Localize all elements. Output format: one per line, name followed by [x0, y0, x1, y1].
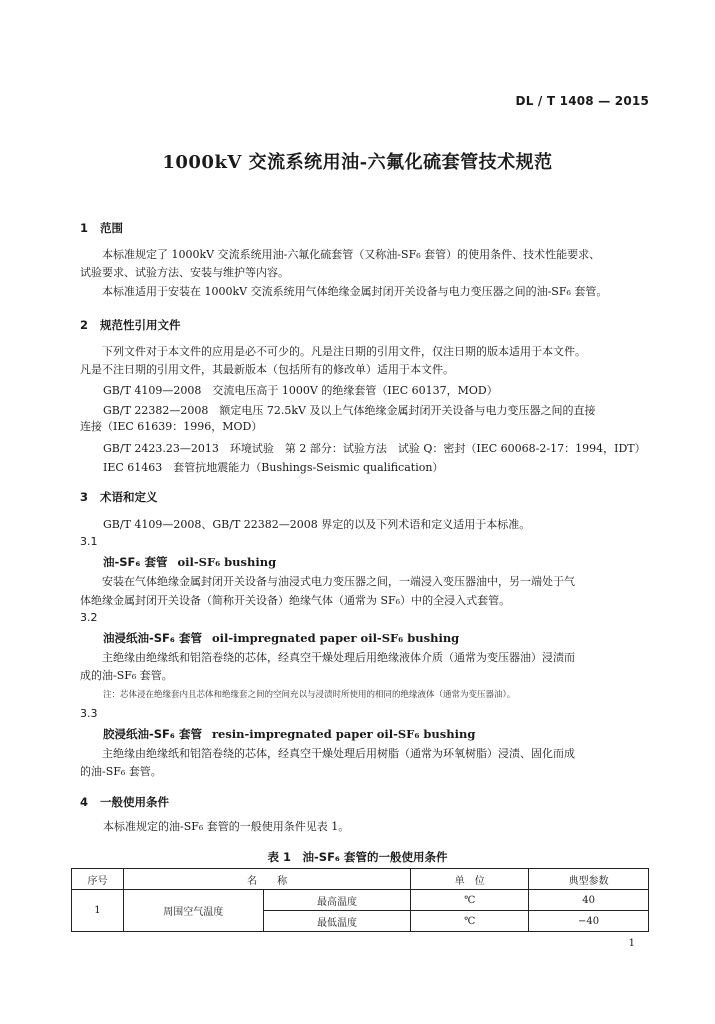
- term-en: oil-impregnated paper oil-SF₆ bushing: [211, 631, 460, 645]
- references-intro-cont: [80, 361, 650, 379]
- section-number: 2: [80, 318, 89, 332]
- references-intro: [80, 343, 650, 361]
- term-zh: 胶浸纸油-SF₆ 套管: [103, 727, 202, 741]
- row-value: −40: [529, 911, 649, 932]
- term-number: 3.2: [80, 611, 98, 624]
- scope-paragraph-1-cont: [80, 264, 650, 282]
- section-heading-normative-references: [80, 317, 181, 333]
- row-value: 40: [529, 890, 649, 911]
- term-definition: 主绝缘由绝缘纸和铝箔卷绕的芯体，经真空干燥处理后用绝缘液体介质（通常为变压器油）浸渍而: [102, 651, 575, 664]
- section-title: 范围: [100, 221, 123, 235]
- term-definition: 安装在气体绝缘金属封闭开关设备与油浸式电力变压器之间，一端浸入变压器油中，另一端处于气: [102, 575, 575, 588]
- reference-item: GB/T 4109—2008 交流电压高于 1000V 的绝缘套管（IEC 60137，MOD）: [103, 384, 498, 397]
- row-subname: 最高温度: [263, 890, 411, 911]
- header-name: 名 称: [123, 869, 410, 890]
- header-value: 典型参数: [529, 869, 649, 890]
- row-unit: ℃: [411, 911, 529, 932]
- reference-item: GB/T 2423.23—2013 环境试验 第 2 部分：试验方法 试验 Q：密封（IEC 60068-2-17：1994，IDT）: [103, 442, 646, 455]
- term-zh: 油-SF₆ 套管: [103, 555, 168, 569]
- section-heading-terms: [80, 489, 158, 505]
- scope-paragraph-2: [80, 283, 650, 301]
- section-title: 术语和定义: [100, 490, 158, 504]
- general-conditions-table: [71, 868, 649, 932]
- term-definition-cont: 的油-SF₆ 套管。: [80, 765, 162, 778]
- table-caption: 表 1 油-SF₆ 套管的一般使用条件: [267, 850, 448, 864]
- row-unit: ℃: [411, 890, 529, 911]
- scope-text-1b: 试验要求、试验方法、安装与维护等内容。: [80, 266, 289, 279]
- page-number: 1: [628, 938, 635, 949]
- term-definition-cont: 体绝缘金属封闭开关设备（简称开关设备）绝缘气体（通常为 SF₆）中的全浸入式套管。: [80, 594, 511, 607]
- row-subname: 最低温度: [263, 911, 411, 932]
- term-title: [103, 726, 475, 742]
- references-intro-a: 下列文件对于本文件的应用是必不可少的。凡是注日期的引用文件，仅注日期的版本适用于本文件。: [102, 345, 586, 358]
- terms-intro: GB/T 4109—2008、GB/T 22382—2008 界定的以及下列术语和定义适用于本标准。: [103, 518, 531, 531]
- scope-text-2: 本标准适用于安装在 1000kV 交流系统用气体绝缘金属封闭开关设备与电力变压器之间的油-SF₆ 套管。: [102, 285, 608, 298]
- term-definition: 主绝缘由绝缘纸和铝箔卷绕的芯体，经真空干燥处理后用树脂（通常为环氧树脂）浸渍、固化而成: [102, 747, 575, 760]
- references-intro-b: 凡是不注日期的引用文件，其最新版本（包括所有的修改单）适用于本文件。: [80, 363, 454, 376]
- term-number: 3.3: [80, 707, 98, 720]
- table-row: [72, 890, 649, 911]
- general-conditions-intro: 本标准规定的油-SF₆ 套管的一般使用条件见表 1。: [103, 820, 350, 833]
- table-header-row: [72, 869, 649, 890]
- section-heading-scope: [80, 220, 123, 236]
- row-no: 1: [72, 890, 124, 932]
- reference-item: IEC 61463 套管抗地震能力（Bushings-Seismic qualification）: [103, 461, 444, 474]
- header-unit: 单 位: [411, 869, 529, 890]
- term-en: resin-impregnated paper oil-SF₆ bushing: [211, 727, 476, 741]
- section-title: 一般使用条件: [100, 795, 169, 809]
- document-title: 1000kV 交流系统用油-六氟化硫套管技术规范: [162, 152, 553, 173]
- scope-paragraph-1: [80, 246, 650, 264]
- standard-code: DL / T 1408 — 2015: [515, 94, 649, 108]
- scope-text-1a: 本标准规定了 1000kV 交流系统用油-六氟化硫套管（又称油-SF₆ 套管）的使用条件、技术性能要求、: [102, 248, 601, 261]
- section-number: 3: [80, 490, 89, 504]
- header-no: 序号: [72, 869, 124, 890]
- term-zh: 油浸纸油-SF₆ 套管: [103, 631, 202, 645]
- term-number: 3.1: [80, 535, 98, 548]
- term-definition-cont: 成的油-SF₆ 套管。: [80, 669, 173, 682]
- term-note: 注：芯体浸在绝缘套内且芯体和绝缘套之间的空间充以与浸渍时所使用的相同的绝缘液体（通常为变压器油）。: [103, 690, 516, 700]
- section-number: 1: [80, 221, 89, 235]
- reference-item: GB/T 22382—2008 额定电压 72.5kV 及以上气体绝缘金属封闭开关设备与电力变压器之间的直接: [103, 404, 596, 417]
- term-title: [103, 554, 276, 570]
- section-title: 规范性引用文件: [100, 318, 181, 332]
- section-heading-general-conditions: [80, 794, 169, 810]
- row-name: 周围空气温度: [123, 890, 263, 932]
- term-title: [103, 630, 459, 646]
- term-en: oil-SF₆ bushing: [177, 555, 277, 569]
- reference-item-cont: 连接（IEC 61639：1996，MOD）: [80, 420, 263, 433]
- section-number: 4: [80, 795, 89, 809]
